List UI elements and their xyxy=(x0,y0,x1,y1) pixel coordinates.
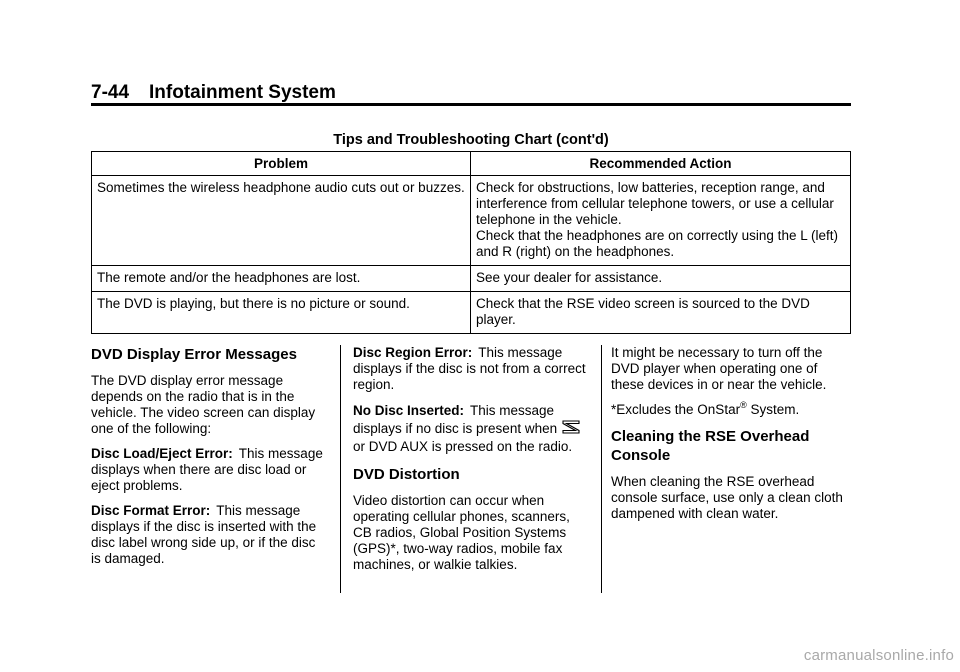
error-description: This message displays if the disc is inserted with the disc label wrong side up, or if the disc is damaged. xyxy=(91,503,317,566)
problem-cell: The DVD is playing, but there is no picture or sound. xyxy=(92,292,471,334)
onstar-note xyxy=(611,402,851,418)
intro-paragraph: The DVD display error message depends on the radio that is in the vehicle. The video screen can display one of the following: xyxy=(91,373,316,436)
error-description: This message displays when there are disc load or eject problems. xyxy=(91,446,323,493)
error-description: This message displays if no disc is present when xyxy=(353,403,558,436)
table-header-row xyxy=(92,152,851,176)
column-header-problem: Problem xyxy=(92,152,471,176)
error-term: Disc Region Error: xyxy=(353,345,473,360)
nav-z-icon xyxy=(562,420,580,434)
cleaning-paragraph: When cleaning the RSE overhead console surface, use only a clean cloth dampened with clean water. xyxy=(611,474,843,521)
table-row xyxy=(92,176,851,266)
page-number: 7-44 xyxy=(91,82,130,103)
error-description: This message displays if the disc is not from a correct region. xyxy=(353,345,586,392)
error-item-no-disc-inserted xyxy=(353,402,590,456)
column-divider xyxy=(340,345,341,593)
column-3 xyxy=(611,345,851,531)
error-item-disc-load-eject xyxy=(91,446,327,494)
column-header-action: Recommended Action xyxy=(471,152,851,176)
heading-cleaning-rse-console: Cleaning the RSE Overhead Console xyxy=(611,428,810,464)
action-cell xyxy=(471,266,851,292)
error-term: Disc Format Error: xyxy=(91,503,211,518)
note-text: *Excludes the OnStar xyxy=(611,402,741,417)
page-header xyxy=(91,82,336,104)
error-item-disc-format xyxy=(91,503,327,567)
distortion-paragraph: Video distortion can occur when operating cellular phones, scanners, CB radios, Global Position Systems (GPS)*, two-way radios, mobile fax machines, or walkie talkies. xyxy=(353,493,570,572)
error-description-continued: or DVD AUX is pressed on the radio. xyxy=(353,439,573,454)
turn-off-paragraph: It might be necessary to turn off the DVD player when operating one of these devices in or near the vehicle. xyxy=(611,345,827,392)
section-title: Infotainment System xyxy=(149,82,336,103)
watermark: carmanualsonline.info xyxy=(803,647,954,664)
column-1 xyxy=(91,345,327,576)
heading-dvd-distortion: DVD Distortion xyxy=(353,466,460,483)
heading-dvd-display-error-messages: DVD Display Error Messages xyxy=(91,346,297,363)
registered-mark: ® xyxy=(740,400,747,410)
action-line: See your dealer for assistance. xyxy=(476,270,663,285)
action-line: Check for obstructions, low batteries, reception range, and interference from cellular telephone towers, or use a cellular telephone in the vehicle. xyxy=(476,180,834,227)
action-line: Check that the RSE video screen is sourced to the DVD player. xyxy=(476,296,810,327)
header-rule xyxy=(91,103,851,106)
error-term: Disc Load/Eject Error: xyxy=(91,446,233,461)
action-line: Check that the headphones are on correctly using the L (left) and R (right) on the headphones. xyxy=(476,228,838,259)
troubleshooting-table xyxy=(91,151,851,334)
error-item-disc-region xyxy=(353,345,590,393)
action-cell xyxy=(471,292,851,334)
error-term: No Disc Inserted: xyxy=(353,403,465,418)
problem-cell: The remote and/or the headphones are lost. xyxy=(92,266,471,292)
column-2 xyxy=(353,345,590,582)
note-text-end: System. xyxy=(746,402,800,417)
problem-cell: Sometimes the wireless headphone audio cuts out or buzzes. xyxy=(92,176,471,266)
table-row xyxy=(92,292,851,334)
action-cell xyxy=(471,176,851,266)
table-row xyxy=(92,266,851,292)
table-title: Tips and Troubleshooting Chart (cont'd) xyxy=(333,132,609,148)
column-divider xyxy=(601,345,602,593)
